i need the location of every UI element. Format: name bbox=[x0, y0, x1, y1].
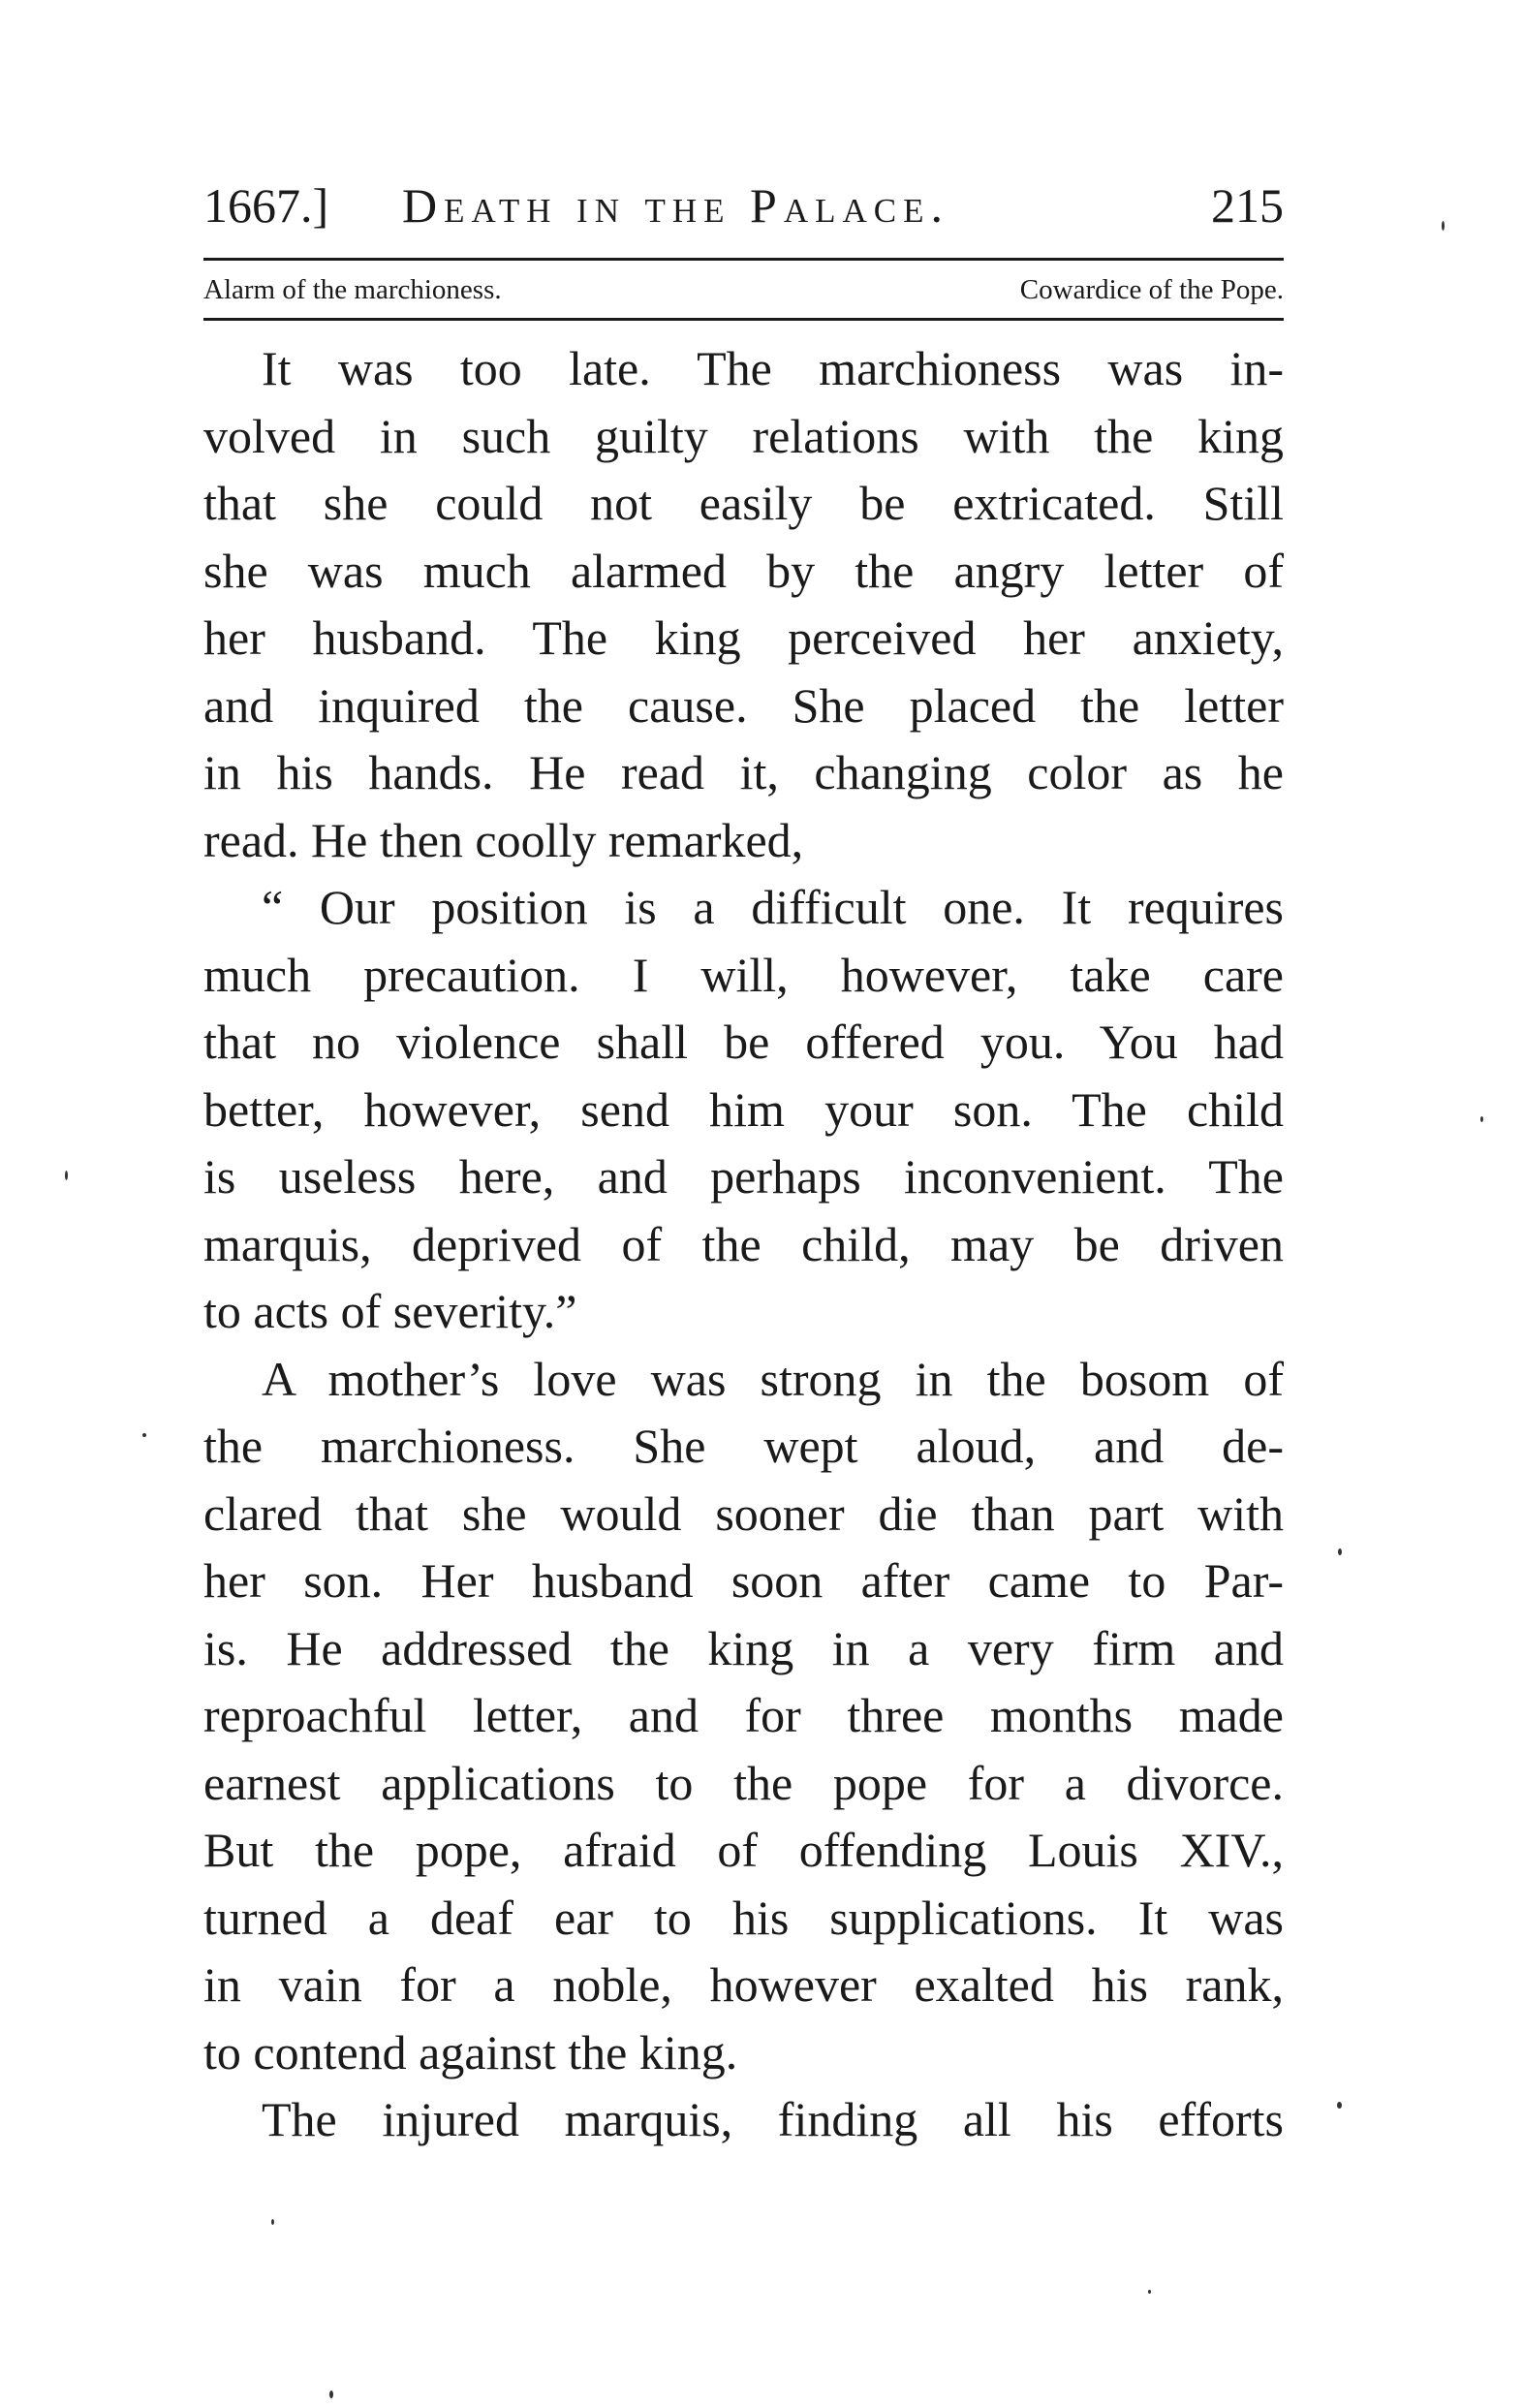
text-line: The injured marquis, finding all his efforts bbox=[262, 2092, 1284, 2146]
text-line: “ Our position is a difficult one. It requires bbox=[262, 880, 1284, 934]
scan-speck bbox=[1442, 221, 1445, 231]
scan-speck bbox=[1338, 1548, 1342, 1555]
scan-speck bbox=[1337, 2102, 1342, 2109]
subhead-left: Alarm of the marchioness. bbox=[203, 274, 502, 305]
scan-speck bbox=[329, 2391, 333, 2398]
text-line: volved in such guilty relations with the king bbox=[203, 408, 1284, 463]
text-line: her husband. The king perceived her anxiety, bbox=[203, 610, 1284, 665]
page-number: 215 bbox=[1211, 178, 1284, 233]
text-line: better, however, send him your son. The child bbox=[203, 1081, 1284, 1137]
scan-speck bbox=[142, 1433, 146, 1437]
text-line: that she could not easily be extricated. Still bbox=[203, 476, 1284, 530]
text-line: A mother’s love was strong in the bosom of bbox=[262, 1351, 1284, 1406]
scan-speck bbox=[1480, 1116, 1483, 1122]
text-line: and inquired the cause. She placed the letter bbox=[203, 677, 1284, 733]
text-line: clared that she would sooner die than part with bbox=[203, 1485, 1284, 1541]
text-line: reproachful letter, and for three months made bbox=[203, 1688, 1284, 1742]
scan-speck bbox=[271, 2219, 274, 2225]
running-head bbox=[203, 167, 1284, 244]
scan-speck bbox=[1148, 2290, 1151, 2294]
text-line: is. He addressed the king in a very firm and bbox=[203, 1620, 1284, 1675]
text-line: marquis, deprived of the child, may be driven bbox=[203, 1216, 1284, 1271]
subhead-right: Cowardice of the Pope. bbox=[1019, 274, 1284, 305]
text-line: she was much alarmed by the angry letter of bbox=[203, 543, 1284, 598]
text-line: her son. Her husband soon after came to Par- bbox=[203, 1553, 1284, 1608]
scan-speck bbox=[65, 1171, 68, 1180]
text-line: earnest applications to the pope for a divorce. bbox=[203, 1755, 1284, 1810]
header-rule-bottom bbox=[203, 318, 1284, 321]
header-year: 1667.] bbox=[203, 178, 329, 233]
text-line: much precaution. I will, however, take care bbox=[203, 947, 1284, 1002]
header-rule-top bbox=[203, 258, 1284, 261]
text-line: the marchioness. She wept aloud, and de- bbox=[203, 1419, 1284, 1473]
chapter-title: Death in the Palace. bbox=[402, 178, 949, 233]
text-line: turned a deaf ear to his supplications. It was bbox=[203, 1890, 1284, 1945]
text-line: in vain for a noble, however exalted his rank, bbox=[203, 1957, 1284, 2012]
text-line: It was too late. The marchioness was in- bbox=[262, 341, 1284, 395]
text-line: to contend against the king. bbox=[203, 2024, 738, 2080]
text-line: to acts of severity.” bbox=[203, 1284, 577, 1338]
text-line: But the pope, afraid of offending Louis XIV., bbox=[203, 1823, 1284, 1877]
body-text bbox=[203, 335, 1284, 2154]
text-line: that no violence shall be offered you. You had bbox=[203, 1015, 1284, 1069]
marginal-subheads bbox=[203, 264, 1284, 316]
text-line: read. He then coolly remarked, bbox=[203, 812, 804, 867]
text-line: in his hands. He read it, changing color as he bbox=[203, 745, 1284, 799]
text-line: is useless here, and perhaps inconvenient. The bbox=[203, 1149, 1284, 1204]
